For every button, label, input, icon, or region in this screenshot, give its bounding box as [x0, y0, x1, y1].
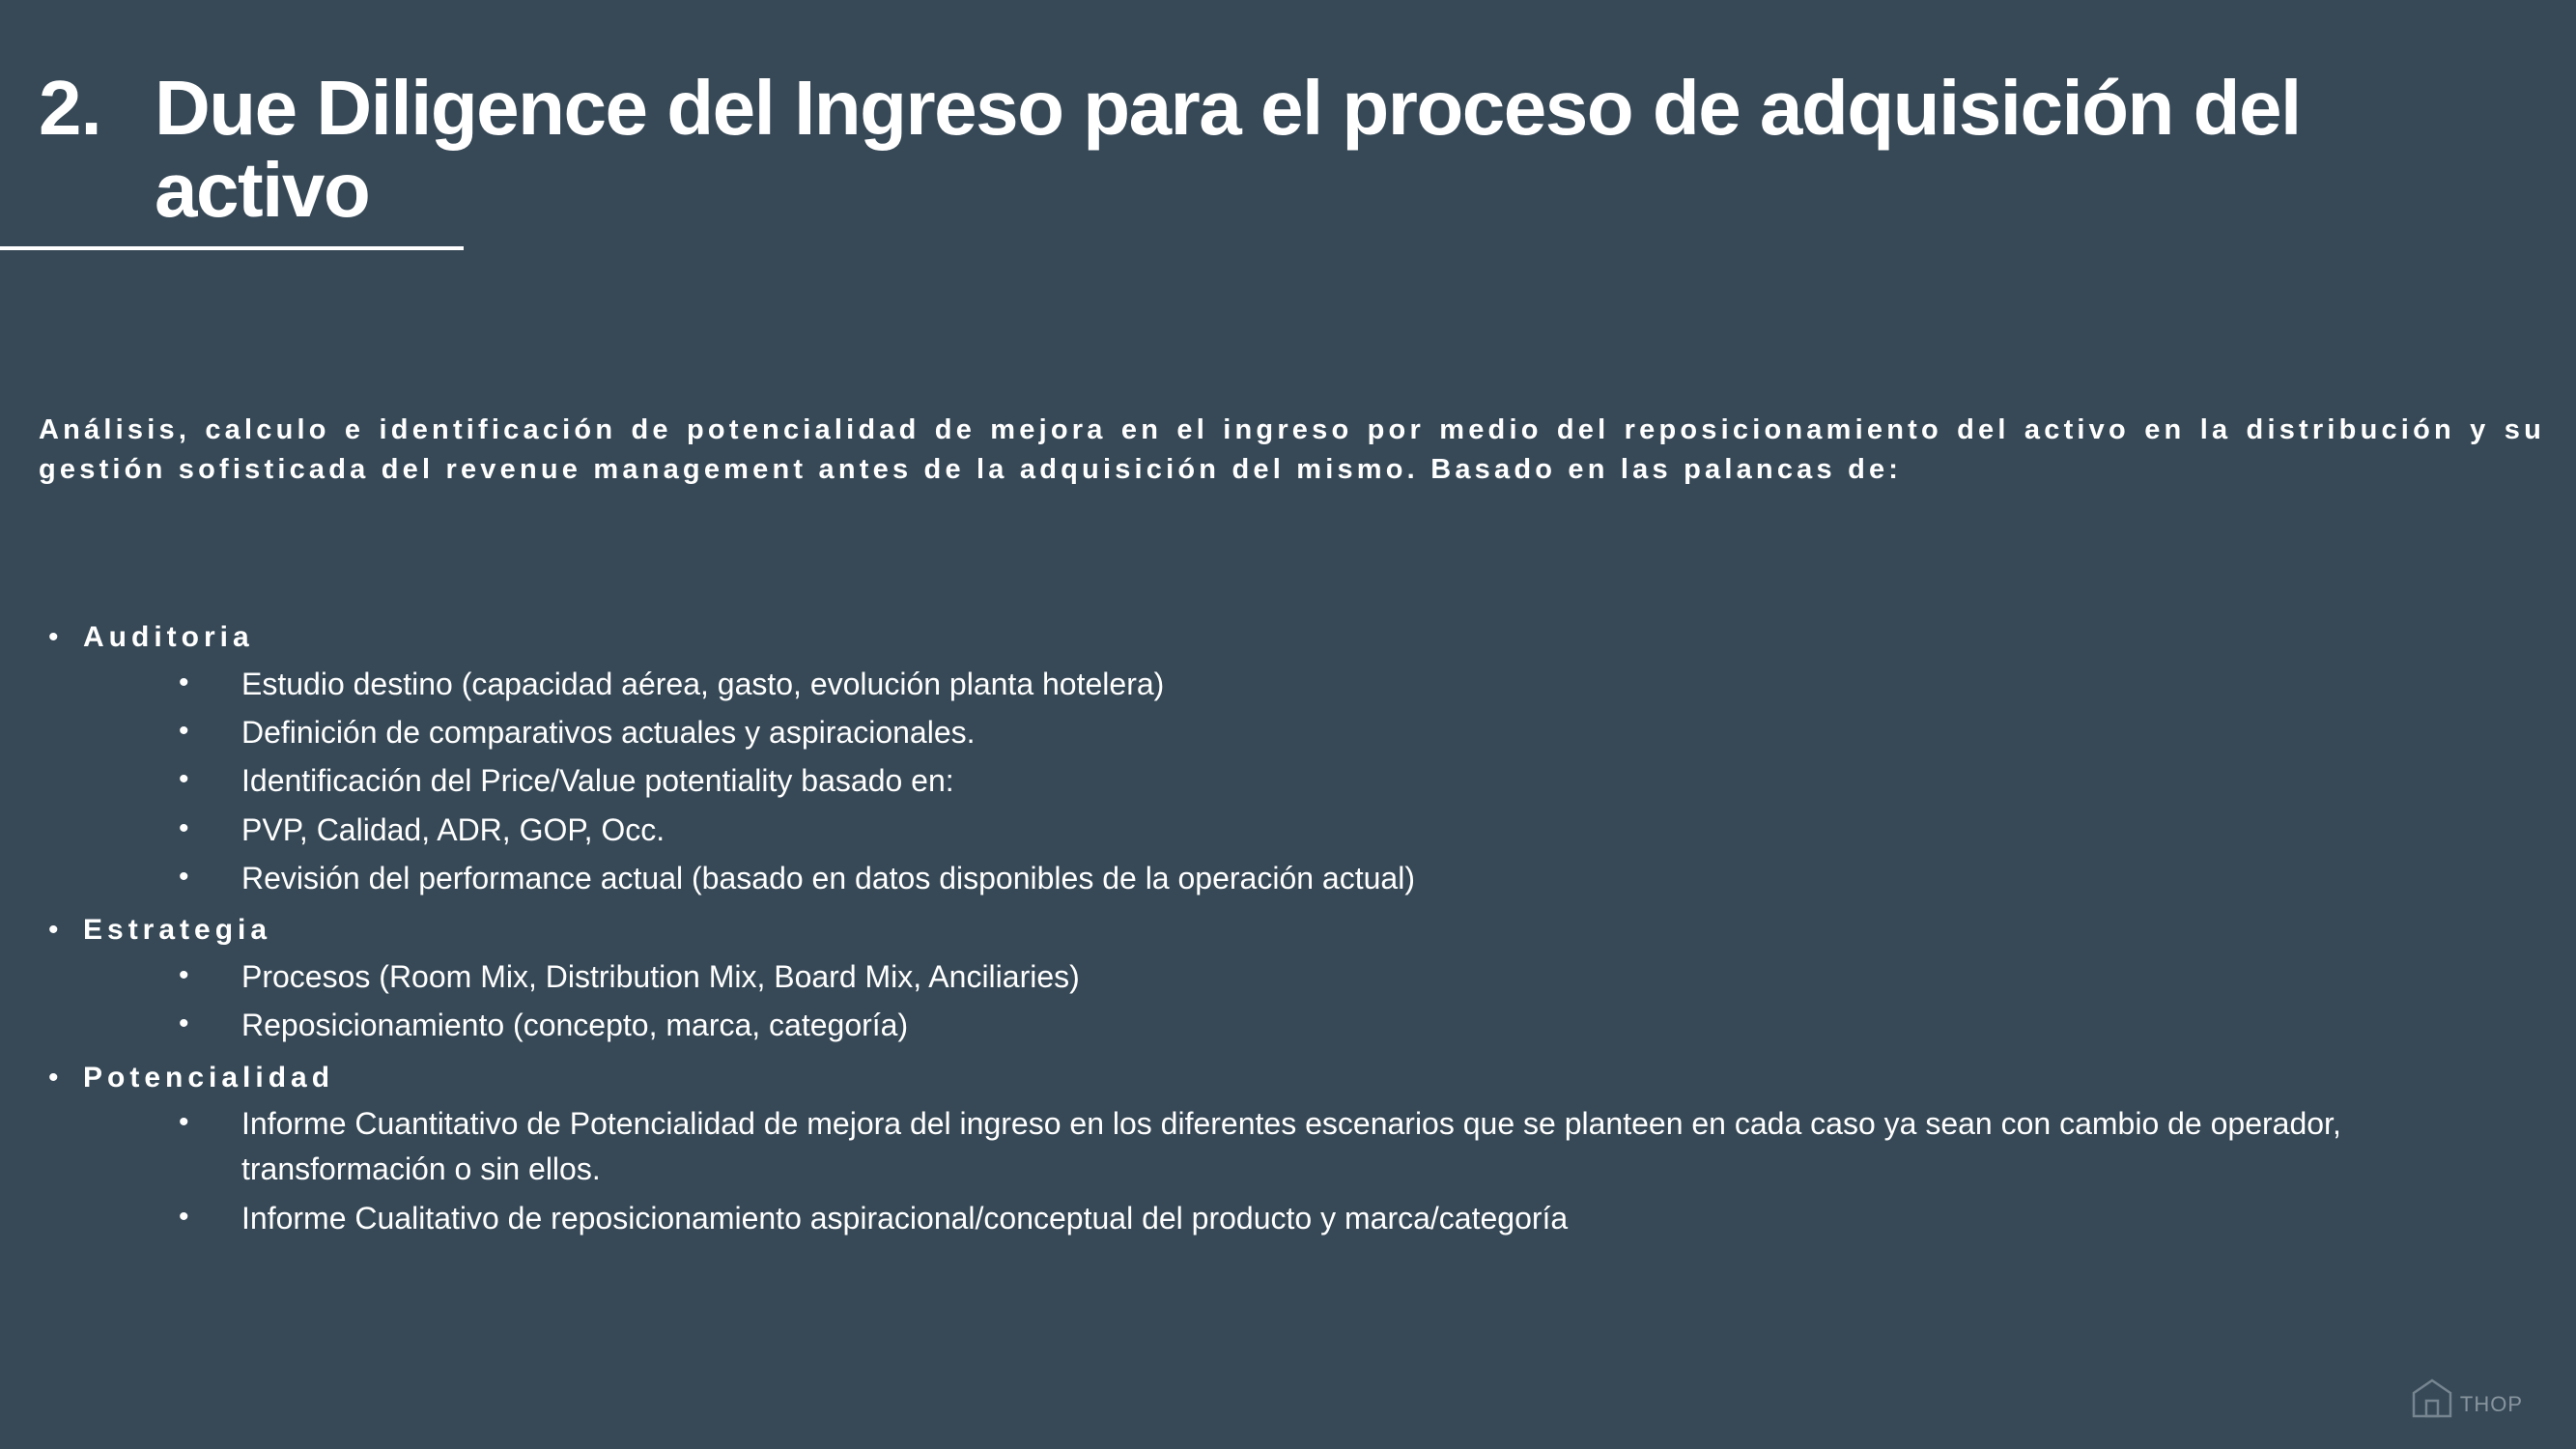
- bullet-dot-icon: •: [48, 621, 59, 653]
- bullet-dot-icon: •: [179, 1008, 189, 1040]
- list-item: [179, 808, 2545, 853]
- list-item-label: Identificación del Price/Value potentiality basado en:: [241, 763, 954, 799]
- list-item-label: Informe Cualitativo de reposicionamiento aspiracional/conceptual del producto y marca/categoría: [241, 1200, 1569, 1236]
- section-heading-estrategia: [39, 911, 2545, 951]
- building-icon: [2410, 1376, 2454, 1420]
- bullet-dot-icon: •: [179, 811, 189, 844]
- bullet-content: [39, 609, 2545, 1244]
- list-item: [179, 1003, 2545, 1048]
- list-item-label: Informe Cuantitativo de Potencialidad de mejora del ingreso en los diferentes escenarios que se planteen en cada caso ya sean con cambio de operador, transformación o sin ellos.: [241, 1106, 2341, 1187]
- section-label: Potencialidad: [83, 1061, 335, 1094]
- title-underline-divider: [0, 246, 464, 250]
- intro-paragraph: Análisis, calculo e identificación de potencialidad de mejora en el ingreso por medio del reposicionamiento del activo en la distribución y su gestión sofisticada del revenue management antes de la adquisición del mismo. Basado en las palancas de:: [39, 414, 2545, 486]
- bullet-dot-icon: •: [179, 1200, 189, 1233]
- brand-logo: [2410, 1376, 2523, 1420]
- list-item: [179, 856, 2545, 901]
- title-row: [39, 65, 2453, 233]
- list-item-label: Reposicionamiento (concepto, marca, categoría): [241, 1008, 909, 1043]
- bullet-dot-icon: •: [179, 958, 189, 991]
- slide-title-block: [39, 65, 2453, 233]
- list-item-label: Definición de comparativos actuales y aspiracionales.: [241, 714, 976, 750]
- bullet-dot-icon: •: [48, 1061, 59, 1094]
- list-item: [179, 1196, 2545, 1241]
- bullet-dot-icon: •: [179, 860, 189, 893]
- page-title: Due Diligence del Ingreso para el proceso de adquisición del activo: [155, 65, 2301, 233]
- bullet-dot-icon: •: [179, 763, 189, 796]
- bullet-dot-icon: •: [179, 1106, 189, 1139]
- list-item-label: Procesos (Room Mix, Distribution Mix, Board Mix, Anciliaries): [241, 958, 1080, 994]
- list-item: [179, 662, 2545, 707]
- bullet-dot-icon: •: [179, 666, 189, 698]
- list-item: [179, 1101, 2545, 1193]
- section-heading-auditoria: [39, 618, 2545, 658]
- bullet-dot-icon: •: [179, 714, 189, 747]
- list-item-label: Revisión del performance actual (basado en datos disponibles de la operación actual): [241, 860, 1415, 895]
- list-item: [179, 954, 2545, 1000]
- list-item: [179, 758, 2545, 804]
- bullet-dot-icon: •: [48, 914, 59, 947]
- list-item-label: Estudio destino (capacidad aérea, gasto, evolución planta hotelera): [241, 666, 1165, 701]
- section-label: Estrategia: [83, 914, 272, 947]
- list-item: [179, 710, 2545, 755]
- section-label: Auditoria: [83, 621, 254, 653]
- list-item-label: PVP, Calidad, ADR, GOP, Occ.: [241, 811, 665, 847]
- section-heading-potencialidad: [39, 1059, 2545, 1098]
- brand-logo-text: THOP: [2459, 1392, 2523, 1416]
- title-number: 2.: [39, 65, 101, 151]
